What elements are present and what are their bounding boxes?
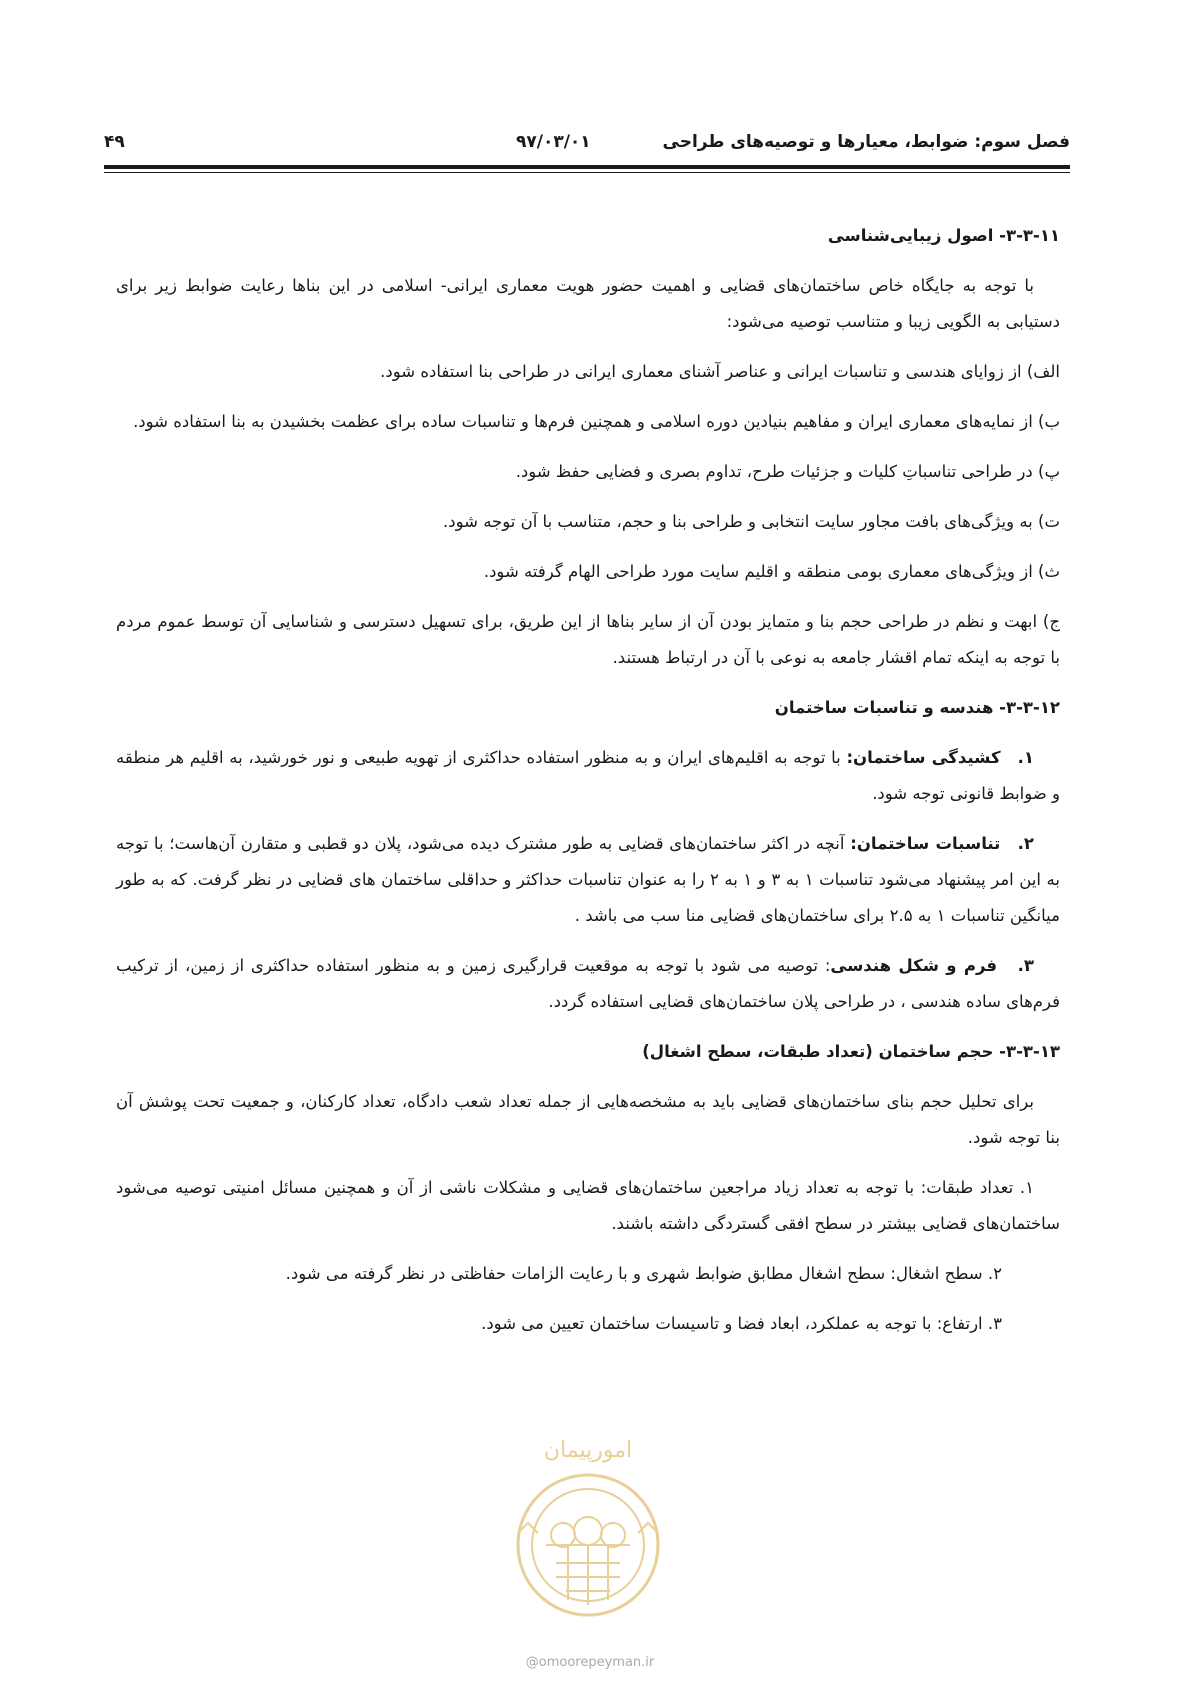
list-item: ج) ابهت و نظم در طراحی حجم بنا و متمایز بودن آن از سایر بناها از این طریق، برای تسهیل دسترسی و شناسایی آن توسط عموم مردم با توجه به اینکه تمام اقشار جامعه به نوعی با آن در ارتباط هستند.: [116, 612, 1060, 667]
item-text: با توجه به اقلیم‌های ایران و به منظور استفاده حداکثری از تهویه طبیعی و نور خورشید، به اقلیم هر منطقه و ضوابط قانونی توجه شود.: [116, 748, 1060, 803]
list-item: [116, 826, 1060, 934]
list-item: ۱. تعداد طبقات: با توجه به تعداد زیاد مراجعین ساختمان‌های قضایی و مشکلات ناشی از آن و همچنین مسائل امنیتی توصیه می‌شود ساختمان‌های قضایی بیشتر در سطح افقی گستردگی داشته باشند.: [116, 1178, 1060, 1233]
seal-icon: [508, 1435, 668, 1635]
page-header: [104, 128, 1070, 158]
list-item: [116, 740, 1060, 812]
paragraph: برای تحلیل حجم بنای ساختمان‌های قضایی باید به مشخصه‌هایی از جمله تعداد شعب دادگاه، تعداد کارکنان، و جمعیت تحت پوشش آن بنا توجه شود.: [116, 1092, 1060, 1147]
chapter-title: فصل سوم: ضوابط، معیارها و توصیه‌های طراحی: [662, 132, 1070, 152]
watermark-seal: [508, 1435, 668, 1635]
document-body: [116, 218, 1060, 1356]
item-text: آنچه در اکثر ساختمان‌های قضایی به طور مشترک دیده می‌شود، پلان دو قطبی و متقارن آن‌هاست؛ با توجه به این امر پیشنهاد می‌شود تناسبات ۱ به ۳ و ۱ به ۲ را به عنوان تناسبات حداکثر و حداقلی ساختمان های قضایی در نظر گرفت. که به طور میانگین تناسبات ۱ به ۲.۵ برای ساختمان‌های قضایی منا سب می باشد .: [116, 834, 1060, 925]
section-heading-geometry: ۳-۳-۱۲- هندسه و تناسبات ساختمان: [774, 698, 1060, 717]
seal-text: امورپیمان: [543, 1438, 633, 1463]
watermark-website: @omoorepeyman.ir: [525, 1655, 655, 1670]
list-item: الف) از زوایای هندسی و تناسبات ایرانی و عناصر آشنای معماری ایرانی در طراحی بنا استفاده شود.: [380, 362, 1060, 381]
item-number: ۱.: [1017, 748, 1034, 767]
page-number: ۴۹: [104, 132, 125, 152]
header-date: ۹۷/۰۳/۰۱: [516, 132, 591, 152]
list-item: ت) به ویژگی‌های بافت مجاور سایت انتخابی و طراحی بنا و حجم، متناسب با آن توجه شود.: [443, 512, 1060, 531]
list-item: ۲. سطح اشغال: سطح اشغال مطابق ضوابط شهری و با رعایت الزامات حفاظتی در نظر گرفته می شود.: [285, 1264, 1002, 1283]
list-item: ث) از ویژگی‌های معماری بومی منطقه و اقلیم سایت مورد طراحی الهام گرفته شود.: [483, 562, 1060, 581]
list-item: ۳. ارتفاع: با توجه به عملکرد، ابعاد فضا و تاسیسات ساختمان تعیین می شود.: [481, 1314, 1002, 1333]
item-text: : توصیه می شود با توجه به موقعیت قرارگیری زمین و به منظور استفاده حداکثری از زمین، از ترکیب فرم‌های ساده هندسی ، در طراحی پلان ساختمان‌های قضایی استفاده گردد.: [116, 956, 1060, 1011]
item-title: کشیدگی ساختمان:: [846, 748, 1001, 767]
list-item: پ) در طراحی تناسباتِ کلیات و جزئیات طرح، تداوم بصری و فضایی حفظ شود.: [515, 462, 1060, 481]
header-rule-thick: [104, 165, 1070, 169]
list-item: ب) از نمایه‌های معماری ایران و مفاهیم بنیادین دوره اسلامی و همچنین فرم‌ها و تناسبات ساده برای عظمت بخشیدن به بنا استفاده شود.: [133, 412, 1060, 431]
item-title: تناسبات ساختمان:: [850, 834, 1001, 853]
header-rule-thin: [104, 172, 1070, 173]
section-heading-aesthetics: ۳-۳-۱۱- اصول زیبایی‌شناسی: [827, 226, 1060, 245]
paragraph: با توجه به جایگاه خاص ساختمان‌های قضایی و اهمیت حضور هویت معماری ایرانی- اسلامی در این بناها رعایت ضوابط زیر برای دستیابی به الگویی زیبا و متناسب توصیه می‌شود:: [116, 276, 1060, 331]
item-number: ۳.: [1017, 956, 1034, 975]
item-title: فرم و شکل هندسی: [830, 956, 998, 975]
item-number: ۲.: [1017, 834, 1034, 853]
section-heading-volume: ۳-۳-۱۳- حجم ساختمان (تعداد طبقات، سطح اشغال): [642, 1042, 1060, 1061]
list-item: [116, 948, 1060, 1020]
